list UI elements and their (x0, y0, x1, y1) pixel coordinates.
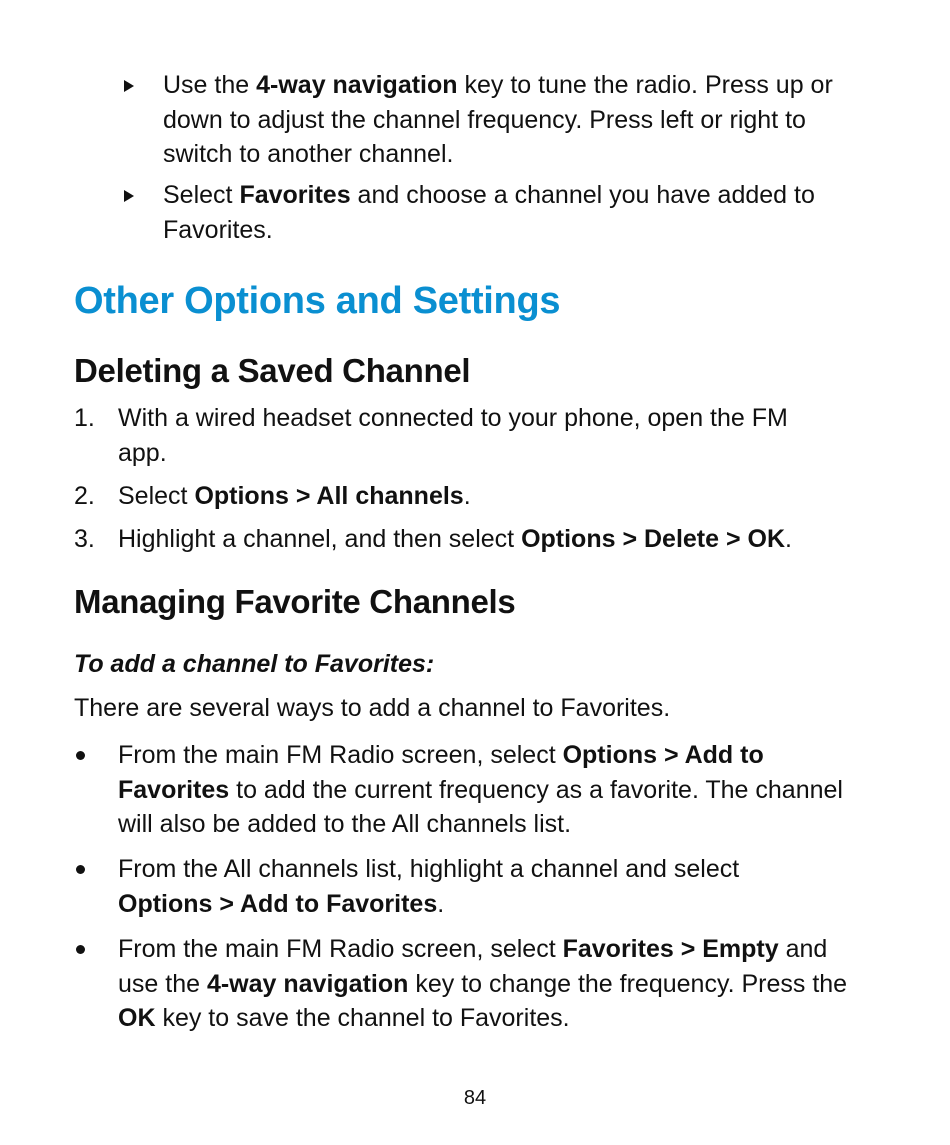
bold-term: Options > All channels (194, 482, 464, 510)
intro-bullet-1: Use the 4-way navigation key to tune the radio. Press up or down to adjust the channel frequency. Press left or right to switch to another channel. (163, 71, 833, 168)
add-bullet-2: From the All channels list, highlight a channel and select Options > Add to Favorites. (118, 855, 740, 918)
add-intro-text: There are several ways to add a channel to Favorites. (74, 694, 671, 722)
add-bullet-3: From the main FM Radio screen, select Favorites > Empty and use the 4-way navigation key to change the frequency. Press the OK key to save the channel to Favorites. (118, 935, 848, 1032)
section-title: Other Options and Settings (74, 280, 561, 322)
bold-term: 4-way navigation (206, 969, 409, 998)
delete-step-2: Select Options > All channels. (118, 482, 471, 510)
bold-term: OK (118, 1004, 156, 1032)
favorites-heading: Managing Favorite Channels (74, 583, 516, 620)
intro-bullet-2: Select Favorites and choose a channel you have added to Favorites. (163, 181, 815, 244)
bullet-dot-icon (76, 945, 85, 954)
delete-step-3: Highlight a channel, and then select Options > Delete > OK. (118, 525, 792, 553)
bold-term: Options > Add to Favorites (118, 889, 438, 918)
step-number: 1. (74, 404, 95, 432)
bold-term: 4-way navigation (256, 71, 458, 99)
bold-term: Options > Add to (562, 741, 764, 769)
bold-term: Favorites (118, 775, 230, 804)
add-bullet-1: From the main FM Radio screen, select Options > Add to Favorites to add the current frequency as a favorite. The channel will also be added to the All channels list. (118, 741, 843, 838)
delete-heading: Deleting a Saved Channel (74, 352, 471, 389)
step-number: 3. (74, 525, 95, 553)
bullet-dot-icon (76, 865, 85, 874)
bold-term: Options > Delete > OK (521, 525, 786, 553)
bullet-arrow-icon (124, 80, 134, 92)
bullet-arrow-icon (124, 190, 134, 202)
step-number: 2. (74, 482, 95, 510)
bullet-dot-icon (76, 751, 85, 760)
bold-term: Favorites > Empty (562, 935, 779, 963)
add-subheading: To add a channel to Favorites: (74, 650, 435, 678)
delete-step-1: With a wired headset connected to your phone, open the FM app. (118, 404, 788, 467)
page-number: 84 (463, 1087, 487, 1109)
bold-term: Favorites (239, 181, 351, 209)
